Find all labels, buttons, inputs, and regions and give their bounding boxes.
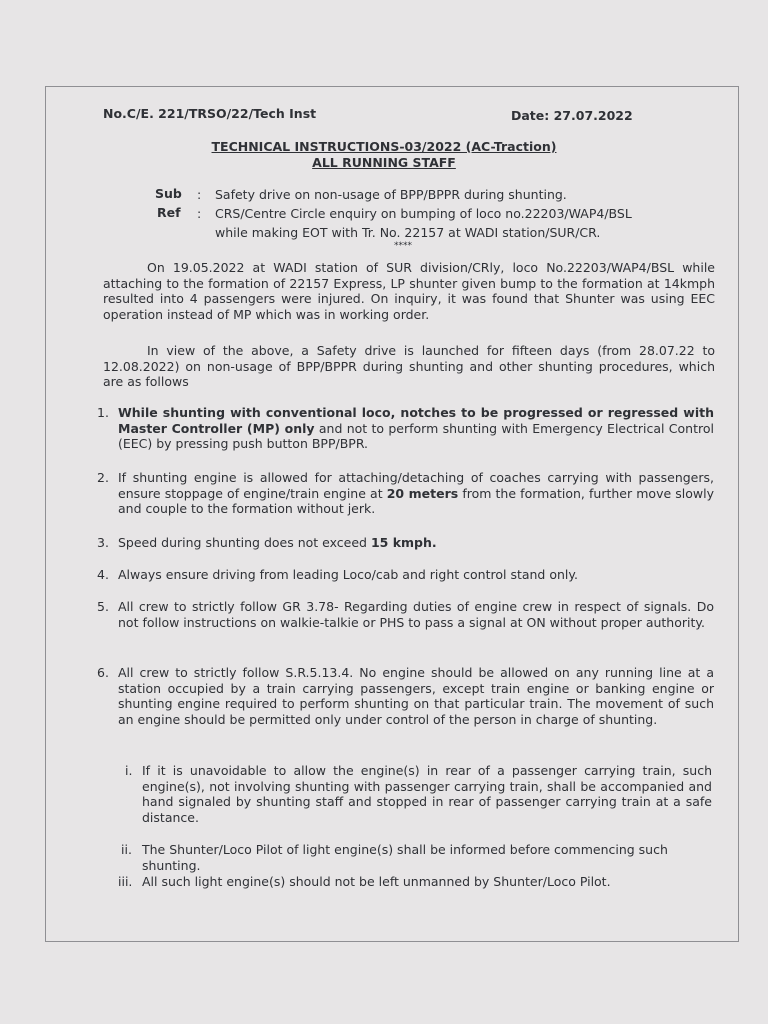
sub-item-iii: All such light engine(s) should not be left unmanned by Shunter/Loco Pilot. [142, 874, 611, 889]
paragraph-incident: On 19.05.2022 at WADI station of SUR division/CRly, loco No.22203/WAP4/BSL while attaching to the formation of 22157 Express, LP shunter given bump to the formation at 14kmph resulted into 4 passengers were injured. On inquiry, it was found that Shunter was using EEC operation instead of MP which was in working order. [103, 260, 715, 322]
list-item-4: Always ensure driving from leading Loco/cab and right control stand only. [118, 567, 578, 582]
list-item-3: Speed during shunting does not exceed 15 kmph. [118, 535, 437, 550]
item-number: 5. [97, 599, 109, 614]
item-number: 4. [97, 567, 109, 582]
subitem-number: ii. [121, 842, 132, 857]
sub-item-i: If it is unavoidable to allow the engine(s) in rear of a passenger carrying train, such engine(s), not involving shunting with passenger carrying train, shall be accompanied and hand signaled by shunting staff and stopped in rear of passenger carrying train at a safe distance. [142, 763, 712, 825]
subitem-number: i. [125, 763, 133, 778]
item-number: 3. [97, 535, 109, 550]
item-number: 6. [97, 665, 109, 680]
document-title: TECHNICAL INSTRUCTIONS-03/2022 (AC-Traction) [211, 139, 557, 154]
document-subtitle: ALL RUNNING STAFF [312, 155, 456, 170]
sub-colon: : [197, 187, 202, 202]
sub-item-ii: The Shunter/Loco Pilot of light engine(s) shall be informed before commencing such shunting. [142, 842, 668, 873]
sub-label: Sub [155, 186, 182, 201]
list-item-6: All crew to strictly follow S.R.5.13.4. No engine should be allowed on any running line at a station occupied by a train carrying passengers, except train engine or banking engine or shunting engine required to perform shunting on that particular train. The movement of such an engine should be permitted only under control of the person in charge of shunting. [118, 665, 714, 727]
ref-colon: : [197, 206, 202, 221]
item-number: 2. [97, 470, 109, 485]
sub-text: Safety drive on non-usage of BPP/BPPR during shunting. [215, 187, 567, 202]
subitem-number: iii. [118, 874, 133, 889]
list-item-1: While shunting with conventional loco, notches to be progressed or regressed with Master Controller (MP) only and not to perform shunting with Emergency Electrical Control (EEC) by pressing push button BPP/BPR. [118, 405, 714, 451]
ref-label: Ref [157, 205, 181, 220]
separator: **** [394, 241, 412, 251]
ref-text-line2: while making EOT with Tr. No. 22157 at WADI station/SUR/CR. [215, 225, 601, 240]
list-item-2: If shunting engine is allowed for attaching/detaching of coaches carrying with passengers, ensure stoppage of engine/train engine at 20 meters from the formation, further move slowly and couple to the formation without jerk. [118, 470, 715, 516]
ref-text-line1: CRS/Centre Circle enquiry on bumping of loco no.22203/WAP4/BSL [215, 206, 632, 221]
reference-number: No.C/E. 221/TRSO/22/Tech Inst [103, 106, 317, 121]
document-date: Date: 27.07.2022 [511, 108, 633, 123]
list-item-5: All crew to strictly follow GR 3.78- Regarding duties of engine crew in respect of signals. Do not follow instructions on walkie-talkie or PHS to pass a signal at ON without proper authority. [118, 599, 714, 630]
item-number: 1. [97, 405, 109, 420]
paragraph-safety-drive: In view of the above, a Safety drive is launched for fifteen days (from 28.07.22 to 12.08.2022) on non-usage of BPP/BPPR during shunting and other shunting procedures, which are as follows [103, 343, 715, 389]
